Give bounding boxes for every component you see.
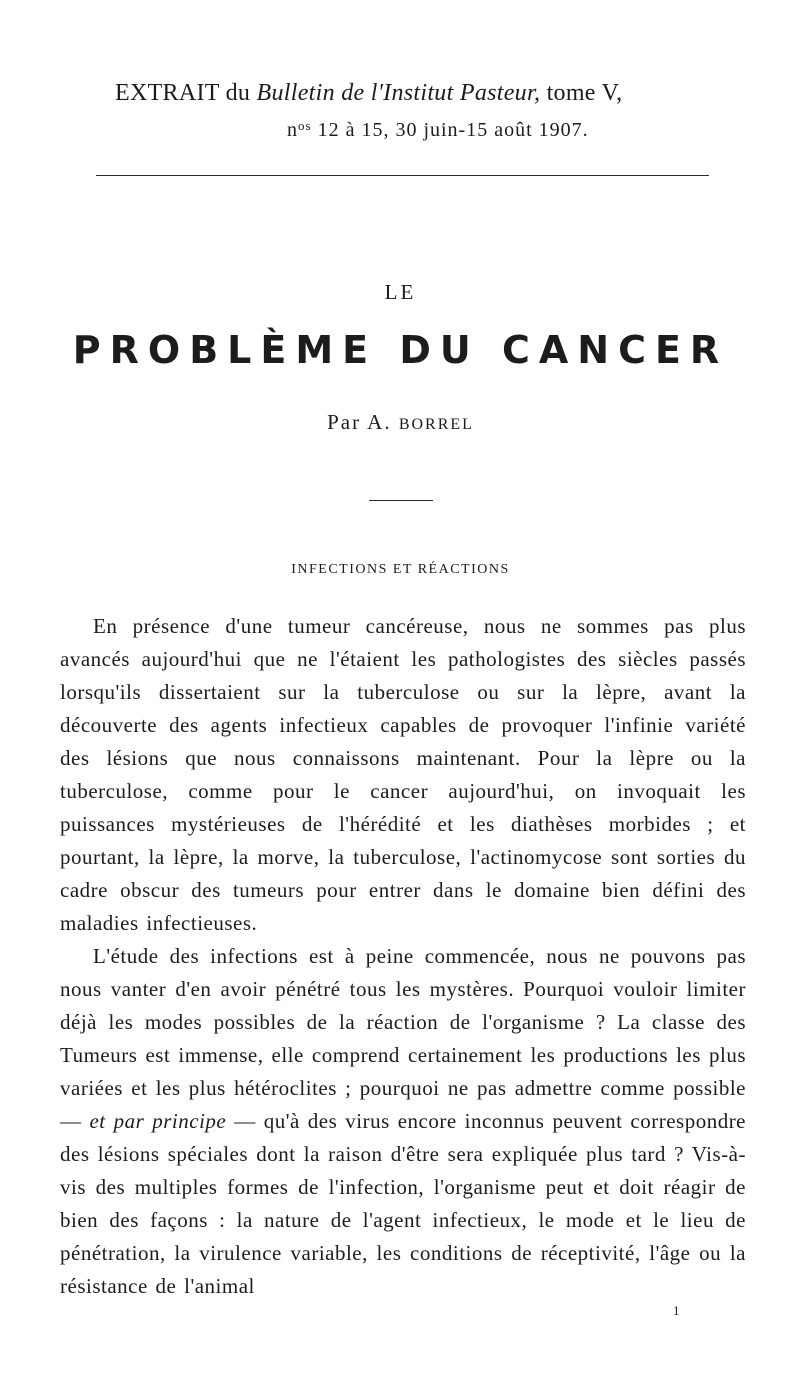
page-number: 1 — [673, 1303, 680, 1318]
section-heading: INFECTIONS ET RÉACTIONS — [291, 562, 510, 577]
page-title: PROBLÈME DU CANCER — [72, 328, 729, 372]
offprint-source-line — [115, 80, 622, 107]
author-line — [0, 410, 801, 435]
issue-superscript: os — [298, 118, 312, 133]
author-name: BORREL — [398, 416, 474, 433]
title-divider — [369, 500, 433, 501]
paragraph-2-start: L'étude des infections est à peine commencée, nous ne pouvons pas nous vanter d'en avoir pénétré tous les mystères. Pourquoi vouloir limiter déjà les modes possibles de la réaction de l'organisme ? La classe des Tumeurs est immense, elle comprend certainement les productions les plus variées et les plus hétéroclites ; pourquoi ne pas admettre comme possible — — [60, 944, 746, 1133]
paragraph-2-italic: et par principe — [89, 1109, 227, 1133]
title-article: LE — [384, 280, 417, 304]
issue-details: 12 à 15, 30 juin-15 août 1907. — [311, 119, 589, 141]
paragraph-2-end: — qu'à des virus encore inconnus peuvent correspondre des lésions spéciales dont la raison d'être sera expliquée plus tard ? Vis-à-vis des multiples formes de l'infection, l'organisme peut et doit réagir de bien des façons : la nature de l'agent infectieux, le mode et le lieu de pénétration, la virulence variable, les conditions de réceptivité, l'âge ou la résistance de l'animal — [60, 1109, 747, 1298]
paragraph-2 — [60, 940, 746, 1303]
body-text — [60, 610, 746, 1303]
author-prefix: Par A. — [327, 410, 399, 434]
paragraph-1: En présence d'une tumeur cancéreuse, nous ne sommes pas plus avancés aujourd'hui que ne l'étaient les pathologistes des siècles passés lorsqu'ils dissertaient sur la tuberculose ou sur la lèpre, avant la découverte des agents infectieux capables de provoquer l'infinie variété des lésions que nous connaissons maintenant. Pour la lèpre ou la tuberculose, comme pour le cancer aujourd'hui, on invoquait les puissances mystérieuses de l'hérédité et les diathèses morbides ; et pourtant, la lèpre, la morve, la tuberculose, l'actinomycose sont sorties du cadre obscur des tumeurs pour entrer dans le domaine bien défini des maladies infectieuses. — [60, 614, 746, 935]
issue-abbrev: n — [287, 119, 298, 141]
header-rule — [96, 175, 709, 176]
issue-line — [287, 118, 589, 142]
volume-number: tome V, — [540, 80, 623, 106]
bulletin-title: Bulletin de l'Institut Pasteur, — [256, 80, 541, 106]
extract-prefix: EXTRAIT du — [115, 80, 257, 106]
